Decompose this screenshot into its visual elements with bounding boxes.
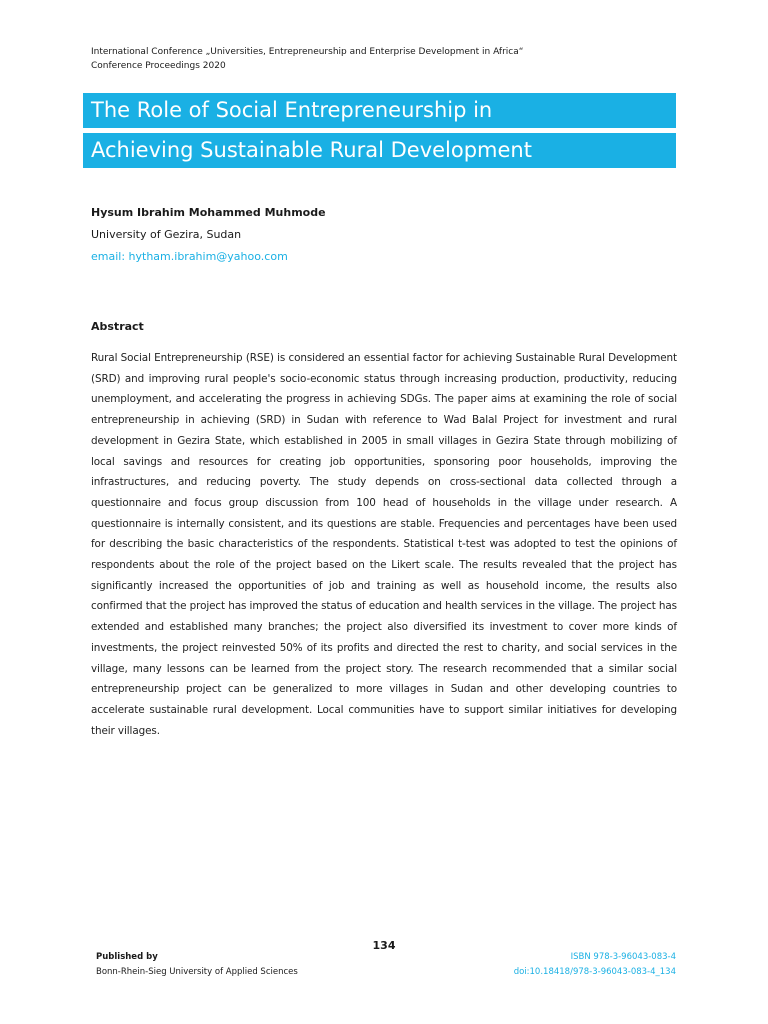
identifier-block [514, 950, 676, 980]
conference-header [91, 45, 523, 73]
conference-title: International Conference „Universities, Entrepreneurship and Enterprise Development in Africa“ [91, 47, 524, 57]
paper-title-line-2: Achieving Sustainable Rural Development [91, 138, 532, 162]
proceedings-label: Conference Proceedings 2020 [91, 61, 226, 71]
author-affiliation: University of Gezira, Sudan [91, 228, 242, 241]
page-number: 134 [372, 939, 396, 952]
doi-link[interactable]: doi:10.18418/978-3-96043-083-4_134 [513, 967, 676, 977]
publisher-block [96, 950, 298, 980]
paper-title-line-1: The Role of Social Entrepreneurship in [91, 98, 493, 122]
abstract-text: Rural Social Entrepreneurship (RSE) is considered an essential factor for achieving Sustainable Rural Development (SRD) and improving rural people's socio-economic status through increasing production, productivity, reducing unemployment, and accelerating the progress in achieving SDGs. The paper aims at examining the role of social entrepreneurship in achieving (SRD) in Sudan with reference to Wad Balal Project for investment and rural development in Gezira State, which established in 2005 in small villages in Gezira State through mobilizing of local savings and resources for creating job opportunities, sponsoring poor households, improving the infrastructures, and reducing poverty. The study depends on cross-sectional data collected through a questionnaire and focus group discussion from 100 head of households in the village under research. A questionnaire is internally consistent, and its questions are stable. Frequencies and percentages have been used for describing the basic characteristics of the respondents. Statistical t-test was adopted to test the opinions of respondents about the role of the project based on the Likert scale. The results revealed that the project has significantly increased the opportunities of job and training as well as household income, the results also confirmed that the project has improved the status of education and health services in the village. The project has extended and established many branches; the project also diversified its investment to cover more kinds of investments, the project reinvested 50% of its profits and directed the rest to charity, and social services in the village, many lessons can be learned from the project story. The research recommended that a similar social entrepreneurship project can be generalized to more villages in Sudan and other developing countries to accelerate sustainable rural development. Local communities have to support similar initiatives for developing their villages. [91, 352, 677, 737]
publisher-name: Bonn-Rhein-Sieg University of Applied Sciences [96, 967, 298, 977]
title-bar-line-1 [83, 93, 676, 128]
isbn-text: ISBN 978-3-96043-083-4 [570, 952, 676, 962]
published-by-label: Published by [96, 952, 158, 962]
abstract-heading: Abstract [91, 320, 144, 333]
author-name: Hysum Ibrahim Mohammed Muhmode [91, 206, 326, 219]
author-email-link[interactable]: email: hytham.ibrahim@yahoo.com [91, 250, 288, 263]
title-bar-line-2 [83, 133, 676, 168]
